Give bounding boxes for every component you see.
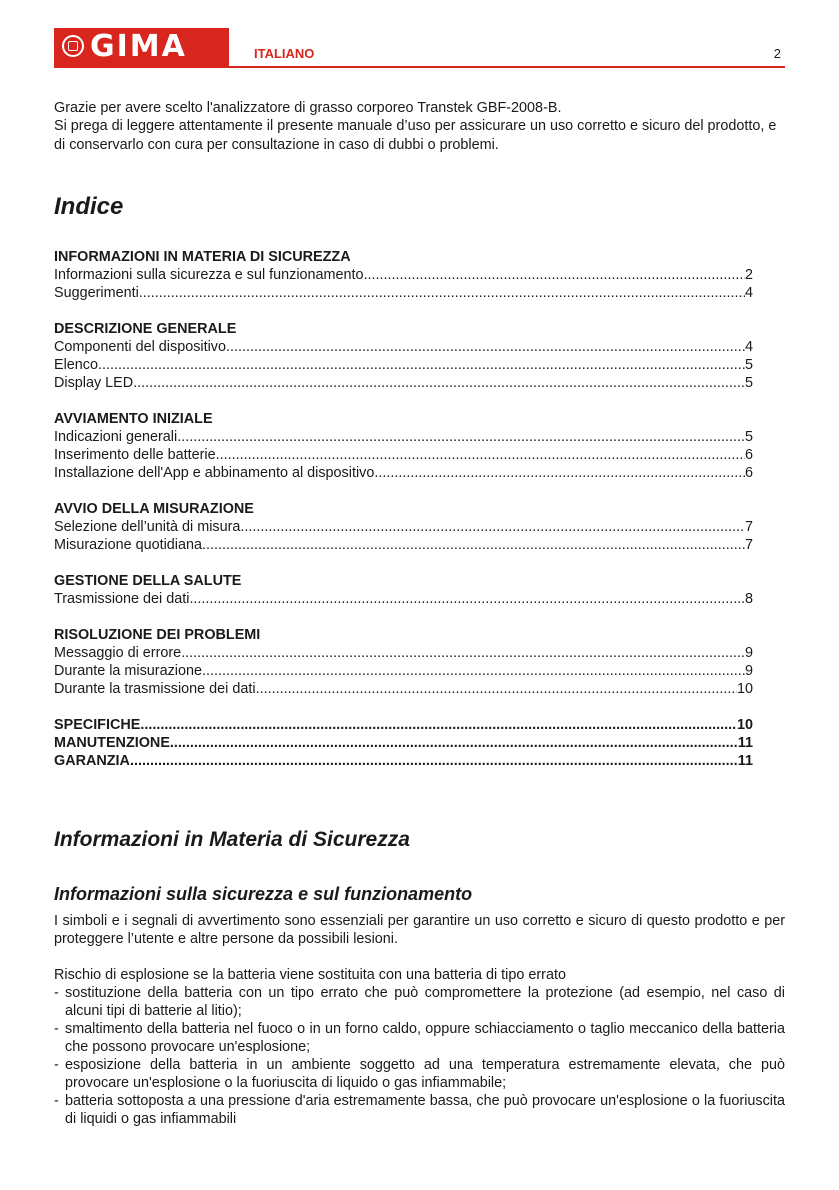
toc-section-title: GESTIONE DELLA SALUTE — [54, 573, 242, 589]
toc-entry[interactable] — [54, 284, 753, 302]
safety-paragraph-2: Rischio di esplosione se la batteria viene sostituita con una batteria di tipo errato — [54, 967, 566, 983]
toc-leader — [202, 536, 745, 554]
toc-leader — [170, 734, 738, 752]
toc-section — [54, 572, 753, 608]
toc-entry-page: 7 — [744, 537, 753, 553]
toc-entry[interactable] — [54, 518, 753, 536]
toc-leader — [364, 266, 745, 284]
bullet-item — [54, 984, 785, 1020]
safety-subheading: Informazioni sulla sicurezza e sul funzionamento — [54, 884, 473, 904]
toc-section-title: DESCRIZIONE GENERALE — [54, 321, 237, 337]
bullet-text: smaltimento della batteria nel fuoco o in un forno caldo, oppure schiacciamento o taglio meccanico della batteria che possono provocare un'esplosione; — [65, 1021, 785, 1055]
toc-leader — [240, 518, 745, 536]
toc-entry-page: 2 — [744, 267, 753, 283]
toc-entry[interactable] — [54, 338, 753, 356]
safety-body — [54, 912, 785, 1128]
toc-entry[interactable] — [54, 734, 753, 752]
toc-leader — [226, 338, 745, 356]
toc-leader — [133, 374, 745, 392]
gima-logo — [54, 28, 229, 66]
toc-entry[interactable] — [54, 752, 753, 770]
toc-section — [54, 320, 753, 392]
toc-entry-label: Display LED — [54, 375, 134, 391]
toc-leader — [374, 464, 745, 482]
toc-leader — [202, 662, 745, 680]
toc-leader — [256, 680, 737, 698]
toc-entry-page: 9 — [744, 663, 753, 679]
toc-entry[interactable] — [54, 428, 753, 446]
toc-entry[interactable] — [54, 680, 753, 698]
toc-section — [54, 410, 753, 482]
toc-section — [54, 626, 753, 698]
header-rule — [54, 66, 785, 68]
toc-entry-label: Componenti del dispositivo — [54, 339, 226, 355]
bullet-text: esposizione della batteria in un ambiente soggetto ad una temperatura estremamente elevata, che può provocare un'esplosione o la fuoriuscita di liquido o gas infiammabile; — [65, 1057, 785, 1091]
toc-leader — [189, 590, 745, 608]
dash-bullet-icon: - — [54, 1021, 59, 1037]
safety-heading: Informazioni in Materia di Sicurezza — [54, 828, 410, 851]
toc-section-title: AVVIAMENTO INIZIALE — [54, 411, 213, 427]
toc-leader — [177, 428, 745, 446]
toc-entry-page: 7 — [744, 519, 753, 535]
toc-entry-page: 5 — [744, 357, 753, 373]
dash-bullet-icon: - — [54, 985, 59, 1001]
toc-entry[interactable] — [54, 662, 753, 680]
toc-entry-page: 6 — [744, 465, 753, 481]
toc-entry-label: Inserimento delle batterie — [54, 447, 216, 463]
toc-entry-page: 9 — [744, 645, 753, 661]
toc-entry-page: 4 — [744, 285, 753, 301]
toc-entry-page: 10 — [736, 681, 753, 697]
intro-text — [54, 99, 785, 154]
toc-entry-page: 11 — [737, 753, 753, 769]
toc-entry-label: Suggerimenti — [54, 285, 139, 301]
toc-section — [54, 500, 753, 554]
toc-entry-label: Informazioni sulla sicurezza e sul funzionamento — [54, 267, 364, 283]
bullet-text: batteria sottoposta a una pressione d'aria estremamente bassa, che può provocare un'esplosione o la fuoriuscita di liquidi o gas infiammabili — [65, 1093, 785, 1127]
toc-leader — [216, 446, 745, 464]
toc-entry[interactable] — [54, 374, 753, 392]
toc-leader — [130, 752, 738, 770]
toc-entry-label: Trasmissione dei dati — [54, 591, 190, 607]
language-label: ITALIANO — [254, 46, 315, 61]
toc-entry-label: Indicazioni generali — [54, 429, 178, 445]
toc-entry[interactable] — [54, 266, 753, 284]
toc-entry-label: Elenco — [54, 357, 99, 373]
toc-heading: Indice — [54, 193, 124, 220]
page-number: 2 — [773, 46, 781, 61]
toc-entry-label: Durante la misurazione — [54, 663, 202, 679]
toc-entry[interactable] — [54, 464, 753, 482]
toc-entry-page: 11 — [737, 735, 753, 751]
logo-emblem-icon — [62, 35, 84, 57]
toc-section-title: INFORMAZIONI IN MATERIA DI SICUREZZA — [54, 249, 351, 265]
logo-text: GIMA — [90, 29, 187, 64]
toc-entry-label: SPECIFICHE — [54, 717, 141, 733]
toc-entry-page: 5 — [744, 429, 753, 445]
toc-entry[interactable] — [54, 356, 753, 374]
bullet-item — [54, 1056, 785, 1092]
toc-entry[interactable] — [54, 446, 753, 464]
toc-leader — [181, 644, 745, 662]
dash-bullet-icon: - — [54, 1093, 59, 1109]
toc-entry-page: 8 — [744, 591, 753, 607]
toc-entry-label: MANUTENZIONE — [54, 735, 170, 751]
intro-line-2: Si prega di leggere attentamente il presente manuale d’uso per assicurare un uso corretto e sicuro del prodotto, e di conservarlo con cura per consultazione in caso di dubbi o problemi. — [54, 118, 777, 153]
page-header — [54, 28, 785, 69]
toc-entry-label: Messaggio di errore — [54, 645, 182, 661]
bullet-text: sostituzione della batteria con un tipo errato che può compromettere la protezione (ad esempio, nel caso di alcuni tipi di batterie al litio); — [65, 985, 785, 1019]
toc-section-title: AVVIO DELLA MISURAZIONE — [54, 501, 254, 517]
bullet-item — [54, 1092, 785, 1128]
table-of-contents — [54, 248, 753, 770]
toc-entry-label: GARANZIA — [54, 753, 130, 769]
intro-line-1: Grazie per avere scelto l'analizzatore di grasso corporeo Transtek GBF-2008-B. — [54, 100, 562, 116]
toc-leader — [140, 716, 737, 734]
safety-paragraph-1: I simboli e i segnali di avvertimento sono essenziali per garantire un uso corretto e sicuro di questo prodotto e per proteggere l’utente e altre persone da possibili lesioni. — [54, 913, 785, 947]
toc-entry[interactable] — [54, 590, 753, 608]
toc-entry[interactable] — [54, 716, 753, 734]
bullet-item — [54, 1020, 785, 1056]
toc-entry-page: 4 — [744, 339, 753, 355]
toc-section — [54, 248, 753, 302]
toc-leader — [139, 284, 745, 302]
toc-entry-label: Misurazione quotidiana — [54, 537, 202, 553]
toc-entry-label: Durante la trasmissione dei dati — [54, 681, 256, 697]
toc-bold-entries — [54, 716, 753, 770]
toc-section-title: RISOLUZIONE DEI PROBLEMI — [54, 627, 261, 643]
toc-entry[interactable] — [54, 536, 753, 554]
toc-entry[interactable] — [54, 644, 753, 662]
toc-entry-page: 10 — [736, 717, 753, 733]
toc-entry-label: Installazione dell'App e abbinamento al dispositivo — [54, 465, 375, 481]
toc-entry-page: 5 — [744, 375, 753, 391]
dash-bullet-icon: - — [54, 1057, 59, 1073]
toc-leader — [98, 356, 745, 374]
toc-entry-page: 6 — [744, 447, 753, 463]
toc-entry-label: Selezione dell’unità di misura — [54, 519, 241, 535]
